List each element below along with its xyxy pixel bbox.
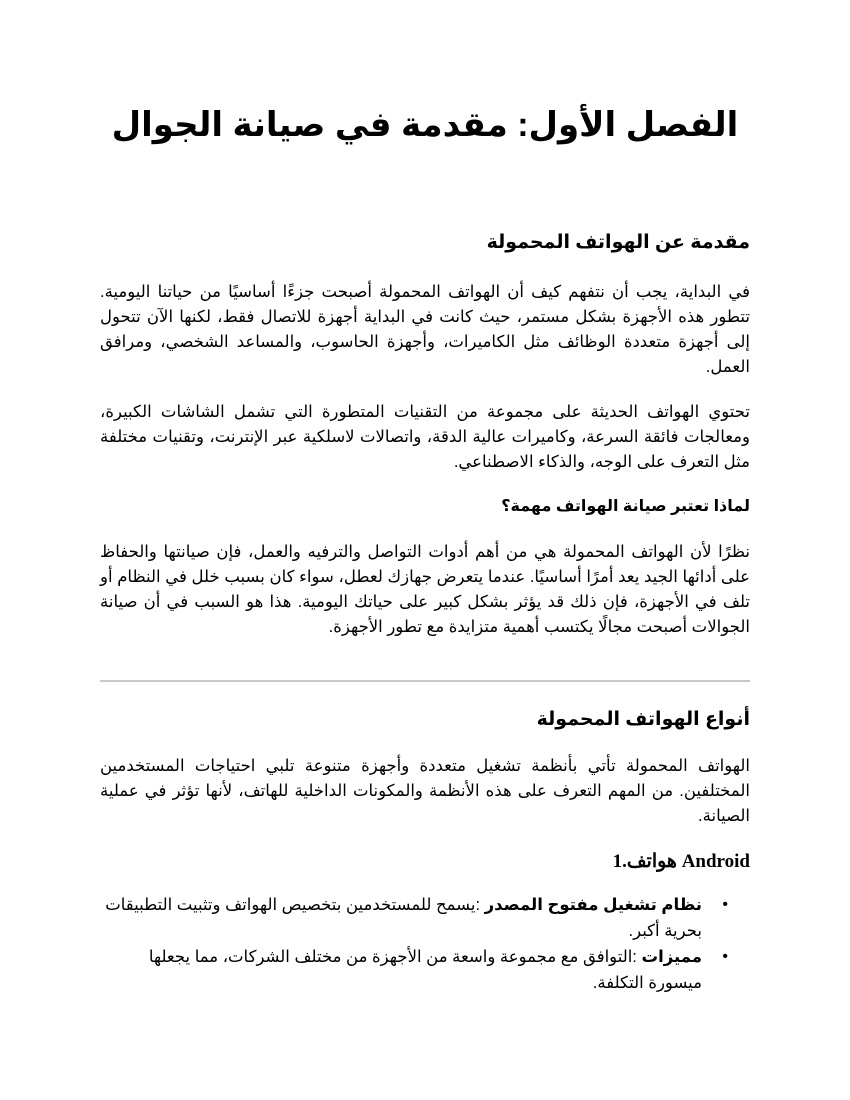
- list-item: [100, 892, 750, 944]
- list-item-text: :يسمح للمستخدمين بتخصيص الهواتف وتثبيت التطبيقات بحرية أكبر.: [105, 896, 702, 940]
- bullet-icon: •: [722, 896, 728, 913]
- phone-types-paragraph: الهواتف المحمولة تأتي بأنظمة تشغيل متعددة وأجهزة متنوعة تلبي احتياجات المستخدمين المختلفين. من المهم التعرف على هذه الأنظمة والمكونات الداخلية للهاتف، لأنها تؤثر في عملية الصيانة.: [100, 757, 750, 825]
- list-item-label: مميزات: [641, 948, 702, 966]
- page-title: الفصل الأول: مقدمة في صيانة الجوال: [111, 106, 739, 144]
- intro-paragraph-2: تحتوي الهواتف الحديثة على مجموعة من التقنيات المتطورة التي تشمل الشاشات الكبيرة، ومعالجات فائقة السرعة، وكاميرات عالية الدقة، واتصالات لاسلكية عبر الإنترنت، وتقنيات مختلفة مثل التعرف على الوجه، والذكاء الاصطناعي.: [100, 403, 750, 471]
- section-divider: [100, 680, 750, 682]
- android-heading: [100, 848, 750, 876]
- bullet-icon: •: [722, 948, 728, 965]
- list-item-label: نظام تشغيل مفتوح المصدر: [484, 896, 702, 914]
- document-page: [100, 0, 750, 1100]
- android-heading-text: 1.هواتف Android: [612, 851, 750, 872]
- list-item: [100, 944, 750, 996]
- why-maintenance-paragraph: نظرًا لأن الهواتف المحمولة هي من أهم أدوات التواصل والترفيه والعمل، فإن صيانتها والحفاظ على أدائها الجيد يعد أمرًا أساسيًا. عندما يتعرض جهازك لعطل، سواء كان بسبب خلل في النظام أو تلف في الأجهزة، فإن ذلك قد يؤثر بشكل كبير على حياتك اليومية. هذا هو السبب في أن صيانة الجوالات أصبحت مجالًا يكتسب أهمية متزايدة مع تطور الأجهزة.: [100, 543, 750, 636]
- section-heading-intro: مقدمة عن الهواتف المحمولة: [486, 232, 750, 253]
- section-heading-phone-types: أنواع الهواتف المحمولة: [536, 709, 750, 730]
- list-item-text: :التوافق مع مجموعة واسعة من الأجهزة من مختلف الشركات، مما يجعلها ميسورة التكلفة.: [148, 948, 702, 992]
- intro-paragraph-1: في البداية، يجب أن نتفهم كيف أن الهواتف المحمولة أصبحت جزءًا أساسيًا من حياتنا اليومية. تتطور هذه الأجهزة بشكل مستمر، حيث كانت في البداية أجهزة للاتصال فقط، لكنها الآن تتحول إلى أجهزة متعددة الوظائف مثل الكاميرات، وأجهزة الحاسوب، والمساعد الشخصي، ومرافق العمل.: [100, 283, 750, 376]
- android-feature-list: [100, 892, 750, 996]
- section-heading-why-maintenance: لماذا تعتبر صيانة الهواتف مهمة؟: [501, 498, 750, 515]
